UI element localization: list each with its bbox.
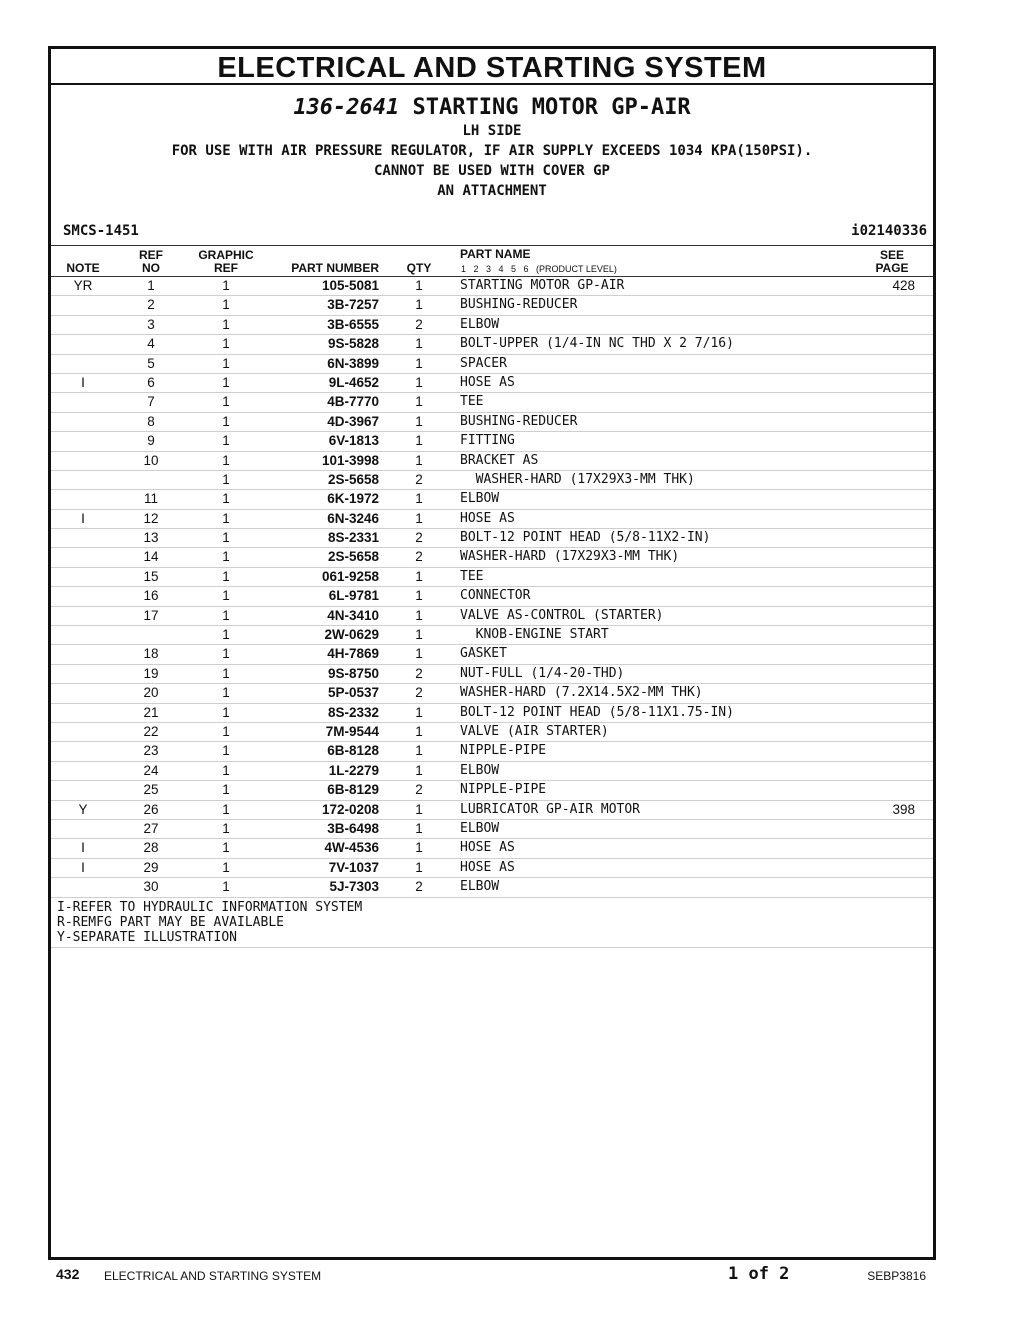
cell-graphic-ref: 1 [222,549,230,565]
cell-part-name: CONNECTOR [460,588,531,604]
cell-ref-no: 10 [143,452,159,468]
note-line: Y-SEPARATE ILLUSTRATION [57,929,238,945]
col-graphic-top: GRAPHIC [198,248,254,262]
table-row [51,296,933,315]
cell-qty: 1 [415,568,423,584]
cell-ref-no: 13 [143,530,159,546]
col-graphic-bottom: REF [214,261,238,275]
cell-graphic-ref: 1 [222,762,230,778]
cell-qty: 2 [415,665,423,681]
cell-part-name: BOLT-12 POINT HEAD (5/8-11X2-IN) [460,530,711,546]
group-title [51,95,933,121]
cell-part-name: ELBOW [460,879,500,895]
table-row [51,568,933,587]
cell-ref-no: 9 [147,433,155,449]
cell-part-number: 4W-4536 [324,840,379,856]
table-row [51,684,933,703]
footer-page-of: 1 of 2 [728,1264,790,1284]
cell-part-number: 101-3998 [321,452,379,468]
cell-graphic-ref: 1 [222,859,230,875]
cell-graphic-ref: 1 [222,743,230,759]
cell-ref-no: 6 [147,374,155,390]
cell-graphic-ref: 1 [222,394,230,410]
cell-note: YR [73,278,93,293]
table-row [51,510,933,529]
cell-ref-no: 4 [147,336,155,352]
cell-qty: 1 [415,336,423,352]
cell-note: I [81,374,85,390]
cell-ref-no: 18 [143,646,159,662]
cell-part-name: TEE [460,394,484,410]
table-row [51,413,933,432]
cell-graphic-ref: 1 [222,278,230,293]
cell-ref-no: 7 [147,394,155,410]
cell-graphic-ref: 1 [222,685,230,701]
cell-ref-no: 24 [143,762,159,778]
cell-ref-no: 3 [147,316,155,332]
cell-part-number: 1L-2279 [328,762,379,778]
table-row [51,548,933,567]
cell-part-name: NIPPLE-PIPE [460,743,547,759]
table-row [51,801,933,820]
table-row [51,665,933,684]
cell-part-number: 6K-1972 [327,491,379,507]
cell-qty: 2 [415,316,423,332]
cell-graphic-ref: 1 [222,452,230,468]
cell-graphic-ref: 1 [222,840,230,856]
table-row [51,335,933,354]
cell-qty: 2 [415,530,423,546]
cell-part-number: 061-9258 [321,568,379,584]
cell-qty: 2 [415,879,423,895]
page-footer [56,1266,926,1286]
cell-part-name: WASHER-HARD (17X29X3-MM THK) [460,471,695,487]
table-row [51,626,933,645]
cell-graphic-ref: 1 [222,510,230,526]
table-row [51,471,933,490]
cell-part-name: HOSE AS [460,859,515,875]
cell-ref-no: 2 [147,297,155,313]
cell-qty: 1 [415,452,423,468]
cell-qty: 1 [415,762,423,778]
cell-graphic-ref: 1 [222,491,230,507]
cell-part-number: 4N-3410 [327,607,379,623]
table-row [51,490,933,509]
page-frame [48,46,936,1260]
cell-part-name: WASHER-HARD (7.2X14.5X2-MM THK) [460,685,703,701]
cell-qty: 1 [415,433,423,449]
table-row [51,393,933,412]
cell-graphic-ref: 1 [222,879,230,895]
cell-part-number: 4H-7869 [327,646,379,662]
cell-ref-no: 14 [143,549,159,565]
group-header [51,95,933,246]
cell-part-number: 9S-8750 [327,665,379,681]
col-see-top: SEE [879,248,904,262]
table-row [51,704,933,723]
cell-graphic-ref: 1 [222,588,230,604]
cell-ref-no: 23 [143,743,159,759]
cell-graphic-ref: 1 [222,607,230,623]
note-line: I-REFER TO HYDRAULIC INFORMATION SYSTEM [57,899,363,915]
cell-part-name: ELBOW [460,316,500,332]
cell-part-name: ELBOW [460,762,500,778]
cell-part-number: 5J-7303 [329,879,379,895]
cell-graphic-ref: 1 [222,297,230,313]
cell-graphic-ref: 1 [222,820,230,836]
table-row [51,781,933,800]
cell-note: I [81,510,85,526]
cell-part-number: 2S-5658 [327,471,379,487]
cell-part-name: FITTING [460,433,515,449]
cell-qty: 1 [415,627,423,643]
cell-part-name: NIPPLE-PIPE [460,782,547,798]
cell-part-name: ELBOW [460,820,500,836]
cell-graphic-ref: 1 [222,413,230,429]
cell-ref-no: 22 [143,723,159,739]
cell-ref-no: 5 [147,355,155,371]
cell-ref-no: 8 [147,413,155,429]
cell-part-number: 3B-6555 [327,316,379,332]
table-row [51,878,933,897]
cell-part-name: STARTING MOTOR GP-AIR [460,278,625,293]
table-row [51,277,933,296]
cell-graphic-ref: 1 [222,646,230,662]
cell-part-name: TEE [460,568,484,584]
section-title: ELECTRICAL AND STARTING SYSTEM [51,49,933,85]
table-row [51,374,933,393]
cell-note: I [81,859,85,875]
table-row [51,839,933,858]
col-see-bottom: PAGE [875,261,909,275]
cell-part-number: 6B-8129 [327,782,379,798]
cell-part-number: 6L-9781 [328,588,379,604]
cell-ref-no: 21 [143,704,159,720]
table-row [51,859,933,878]
cell-qty: 1 [415,840,423,856]
cell-ref-no: 20 [143,685,159,701]
group-name: STARTING MOTOR GP-AIR [412,95,691,120]
cell-part-name: SPACER [460,355,507,371]
cell-qty: 1 [415,297,423,313]
col-part-number: PART NUMBER [291,261,379,275]
table-row [51,762,933,781]
cell-qty: 1 [415,355,423,371]
table-row [51,432,933,451]
group-description-2: FOR USE WITH AIR PRESSURE REGULATOR, IF AIR SUPPLY EXCEEDS 1034 KPA(150PSI). [171,143,813,159]
cell-qty: 2 [415,549,423,565]
table-row [51,607,933,626]
cell-part-name: BOLT-12 POINT HEAD (5/8-11X1.75-IN) [460,704,734,720]
cell-qty: 1 [415,704,423,720]
table-row [51,645,933,664]
notes-legend [51,898,933,948]
cell-part-name: LUBRICATOR GP-AIR MOTOR [460,801,641,817]
group-description-3: CANNOT BE USED WITH COVER GP [373,163,610,179]
cell-graphic-ref: 1 [222,627,230,643]
cell-ref-no: 16 [143,588,159,604]
cell-part-number: 2S-5658 [327,549,379,565]
cell-part-name: VALVE AS-CONTROL (STARTER) [460,607,664,623]
table-row [51,529,933,548]
cell-ref-no: 30 [143,879,159,895]
cell-graphic-ref: 1 [222,374,230,390]
cell-part-name: ELBOW [460,491,500,507]
cell-part-number: 3B-6498 [327,820,379,836]
cell-qty: 1 [415,801,423,817]
cell-part-number: 8S-2332 [327,704,379,720]
cell-part-number: 3B-7257 [327,297,379,313]
table-row [51,316,933,335]
cell-part-number: 4B-7770 [327,394,379,410]
cell-graphic-ref: 1 [222,433,230,449]
cell-graphic-ref: 1 [222,704,230,720]
footer-doc-id: SEBP3816 [867,1269,926,1283]
cell-graphic-ref: 1 [222,723,230,739]
col-ref-bottom: NO [142,261,160,275]
cell-part-number: 8S-2331 [327,530,379,546]
cell-part-number: 5P-0537 [327,685,379,701]
group-description-1: LH SIDE [462,123,522,139]
cell-ref-no: 25 [143,782,159,798]
cell-note: Y [78,801,88,817]
cell-graphic-ref: 1 [222,336,230,352]
note-line: R-REMFG PART MAY BE AVAILABLE [57,914,284,930]
cell-qty: 1 [415,820,423,836]
cell-graphic-ref: 1 [222,355,230,371]
cell-graphic-ref: 1 [222,568,230,584]
col-qty: QTY [406,261,432,275]
cell-part-name: BUSHING-REDUCER [460,413,578,429]
cell-part-number: 6B-8128 [327,743,379,759]
cell-qty: 2 [415,782,423,798]
cell-graphic-ref: 1 [222,801,230,817]
cell-part-number: 7M-9544 [325,723,379,739]
cell-see-page: 398 [892,801,915,817]
cell-part-number: 7V-1037 [328,859,379,875]
cell-ref-no: 28 [143,840,159,856]
table-row [51,820,933,839]
cell-ref-no: 26 [143,801,159,817]
cell-graphic-ref: 1 [222,665,230,681]
cell-part-number: 9L-4652 [328,374,379,390]
table-row [51,452,933,471]
cell-part-name: HOSE AS [460,374,515,390]
illustration-id: i02140336 [851,223,927,239]
cell-qty: 1 [415,646,423,662]
cell-part-number: 105-5081 [321,278,379,293]
cell-ref-no: 19 [143,665,159,681]
col-ref-top: REF [139,248,163,262]
cell-part-number: 6N-3899 [327,355,379,371]
cell-part-name: NUT-FULL (1/4-20-THD) [460,665,625,681]
col-product-levels: 1 2 3 4 5 6 (PRODUCT LEVEL) [461,264,617,274]
cell-ref-no: 15 [143,568,159,584]
cell-qty: 1 [415,491,423,507]
cell-qty: 2 [415,471,423,487]
footer-section: ELECTRICAL AND STARTING SYSTEM [104,1269,322,1283]
table-row [51,742,933,761]
cell-graphic-ref: 1 [222,782,230,798]
cell-part-name: VALVE (AIR STARTER) [460,723,609,739]
cell-part-number: 6V-1813 [328,433,379,449]
cell-qty: 1 [415,607,423,623]
cell-part-number: 9S-5828 [327,336,379,352]
cell-qty: 1 [415,394,423,410]
cell-graphic-ref: 1 [222,530,230,546]
cell-ref-no: 29 [143,859,159,875]
cell-ref-no: 17 [143,607,159,623]
table-header [51,246,933,277]
cell-qty: 1 [415,510,423,526]
cell-qty: 1 [415,413,423,429]
cell-part-number: 4D-3967 [327,413,379,429]
cell-ref-no: 27 [143,820,159,836]
cell-graphic-ref: 1 [222,471,230,487]
cell-part-number: 172-0208 [321,801,379,817]
cell-qty: 1 [415,859,423,875]
cell-see-page: 428 [892,278,915,293]
cell-part-name: HOSE AS [460,510,515,526]
cell-part-name: HOSE AS [460,840,515,856]
cell-ref-no: 12 [143,510,159,526]
cell-note: I [81,840,85,856]
footer-page-number: 432 [56,1266,80,1282]
cell-part-name: BUSHING-REDUCER [460,297,578,313]
cell-ref-no: 1 [147,278,155,293]
cell-qty: 1 [415,374,423,390]
group-number: 136-2641 [293,95,400,120]
table-row [51,723,933,742]
table-row [51,587,933,606]
smcs-code: SMCS-1451 [63,223,139,239]
cell-qty: 1 [415,723,423,739]
cell-part-number: 2W-0629 [324,627,379,643]
cell-graphic-ref: 1 [222,316,230,332]
cell-qty: 1 [415,743,423,759]
cell-qty: 2 [415,685,423,701]
col-part-name: PART NAME [460,247,531,261]
cell-qty: 1 [415,588,423,604]
cell-part-name: KNOB-ENGINE START [460,627,609,643]
parts-table [51,277,933,898]
cell-qty: 1 [415,278,423,293]
cell-part-name: BRACKET AS [460,452,539,468]
col-note: NOTE [66,261,100,275]
cell-part-number: 6N-3246 [327,510,379,526]
group-description-4: AN ATTACHMENT [437,183,547,199]
cell-part-name: GASKET [460,646,507,662]
cell-part-name: BOLT-UPPER (1/4-IN NC THD X 2 7/16) [460,336,734,352]
cell-ref-no: 11 [143,491,158,507]
table-row [51,355,933,374]
cell-part-name: WASHER-HARD (17X29X3-MM THK) [460,549,680,565]
